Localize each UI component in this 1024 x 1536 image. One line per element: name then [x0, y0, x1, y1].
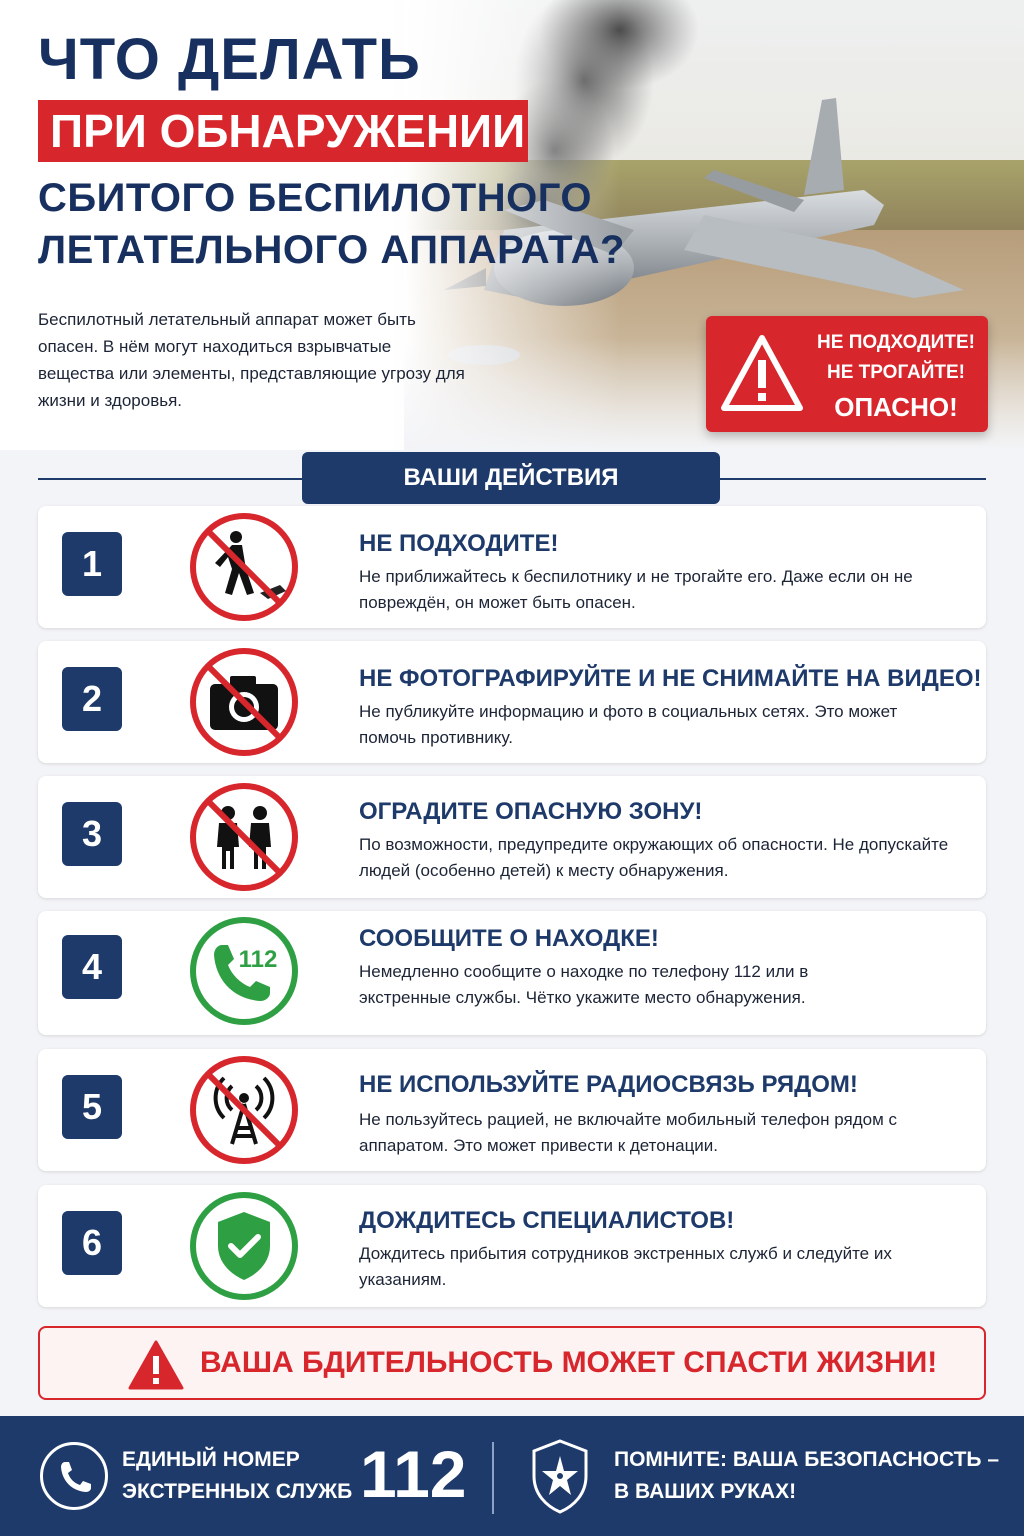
step-description: По возможности, предупредите окружающих об опасности. Не допускайте людей (особенно детей) к месту обнаружения. [359, 835, 949, 880]
emergency-label-line-2: ЭКСТРЕННЫХ СЛУЖБ [122, 1480, 353, 1503]
step-heading: НЕ ПОДХОДИТЕ! [359, 530, 559, 557]
footer [0, 1416, 1024, 1536]
step-description: Не приближайтесь к беспилотнику и не трогайте его. Даже если он не повреждён, он может быть опасен. [359, 567, 913, 612]
step-number: 5 [62, 1075, 122, 1139]
actions-header: ВАШИ ДЕЙСТВИЯ [302, 452, 720, 504]
step-number: 6 [62, 1211, 122, 1275]
emergency-number-label [122, 1444, 352, 1508]
slogan-text: ВАША БДИТЕЛЬНОСТЬ МОЖЕТ СПАСТИ ЖИЗНИ! [200, 1346, 938, 1379]
step-description: Немедленно сообщите о находке по телефону 112 или в экстренные службы. Чётко укажите место обнаружения. [359, 962, 809, 1007]
step-card [38, 506, 986, 628]
step-heading: ДОЖДИТЕСЬ СПЕЦИАЛИСТОВ! [359, 1207, 735, 1234]
warning-line-3: ОПАСНО! [834, 392, 958, 422]
step-card [38, 641, 986, 763]
divider-left [38, 478, 302, 480]
step-number: 1 [62, 532, 122, 596]
emergency-label-line-1: ЕДИНЫЙ НОМЕР [122, 1448, 300, 1471]
step-description: Не пользуйтесь рацией, не включайте мобильный телефон рядом с аппаратом. Это может привести к детонации. [359, 1110, 898, 1155]
no-people-icon [188, 781, 300, 893]
footer-divider [492, 1442, 494, 1514]
warning-line-2: НЕ ТРОГАЙТЕ! [826, 362, 966, 383]
step-card [38, 1049, 986, 1171]
step-heading: НЕ ФОТОГРАФИРУЙТЕ И НЕ СНИМАЙТЕ НА ВИДЕО! [359, 665, 982, 692]
icon-112-label: 112 [238, 946, 278, 973]
step-card [38, 911, 986, 1035]
step-number: 3 [62, 802, 122, 866]
remember-line-2: В ВАШИХ РУКАХ! [614, 1480, 797, 1503]
no-approach-icon [188, 511, 300, 623]
slogan-banner [38, 1326, 986, 1400]
step-description: Дождитесь прибытия сотрудников экстренных служб и следуйте их указаниям. [359, 1244, 892, 1289]
step-number: 2 [62, 667, 122, 731]
title-line-2: ПРИ ОБНАРУЖЕНИИ [50, 105, 526, 157]
title-line-1: ЧТО ДЕЛАТЬ [38, 27, 421, 92]
divider-right [720, 478, 986, 480]
phone-112-icon [188, 915, 300, 1027]
title-line-3: СБИТОГО БЕСПИЛОТНОГО [38, 176, 593, 220]
step-card [38, 1185, 986, 1307]
step-card [38, 776, 986, 898]
intro-text: Беспилотный летательный аппарат может быть опасен. В нём могут находиться взрывчатые вещества или элементы, представляющие угрозу для жизни и здоровья. [38, 310, 465, 410]
step-heading: СООБЩИТЕ О НАХОДКЕ! [359, 925, 659, 952]
emergency-number: 112 [360, 1437, 467, 1511]
hero-section [0, 0, 1024, 450]
step-heading: НЕ ИСПОЛЬЗУЙТЕ РАДИОСВЯЗЬ РЯДОМ! [359, 1071, 858, 1098]
warning-triangle-icon [720, 334, 804, 412]
phone-icon [40, 1442, 108, 1510]
step-number: 4 [62, 935, 122, 999]
step-description: Не публикуйте информацию и фото в социальных сетях. Это может помочь противнику. [359, 702, 898, 747]
no-photo-icon [188, 646, 300, 758]
warning-triangle-icon [128, 1340, 184, 1390]
warning-line-1: НЕ ПОДХОДИТЕ! [817, 332, 975, 353]
remember-line-1: ПОМНИТЕ: ВАША БЕЗОПАСНОСТЬ – [614, 1448, 1000, 1471]
no-radio-icon [188, 1054, 300, 1166]
remember-message [614, 1444, 999, 1508]
step-heading: ОГРАДИТЕ ОПАСНУЮ ЗОНУ! [359, 798, 703, 825]
emergency-service-shield-icon [530, 1438, 590, 1514]
shield-check-icon [188, 1190, 300, 1302]
title-line-4: ЛЕТАТЕЛЬНОГО АППАРАТА? [38, 228, 625, 272]
danger-warning-box [706, 316, 988, 432]
